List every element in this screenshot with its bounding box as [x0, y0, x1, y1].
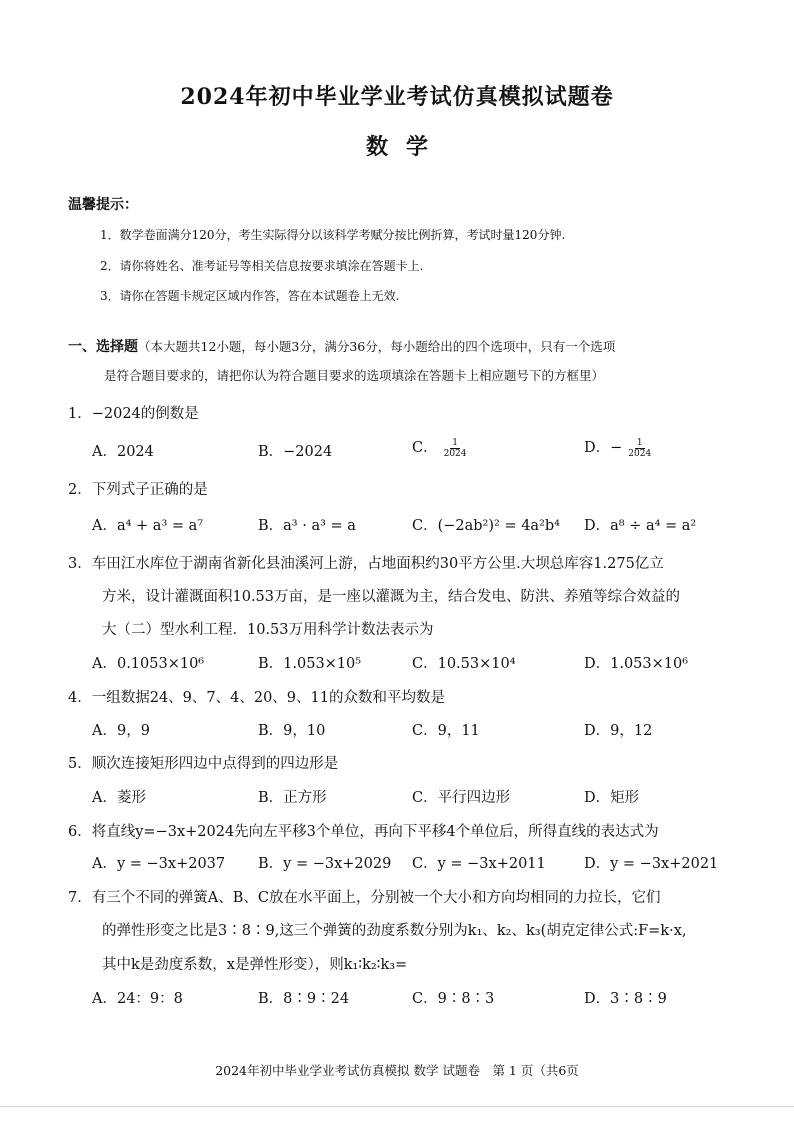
q1-c-numerator: 1 [452, 437, 458, 448]
q3-option-c: C．10.53×10⁴ [412, 656, 516, 672]
section-note-2: 是符合题目要求的，请把你认为符合题目要求的选项填涂在答题卡上相应题号下的方框里） [104, 368, 605, 383]
q1-option-a: A．2024 [92, 444, 154, 460]
q6-option-d: D．y = −3x+2021 [584, 856, 719, 872]
q1-option-d [584, 436, 651, 459]
q7-option-c: C．9∶8∶3 [412, 991, 495, 1007]
q5-option-d: D．矩形 [584, 790, 640, 806]
section-heading [68, 336, 615, 356]
page-footer: 2024年初中毕业学业考试仿真模拟 数学 试题卷 第 1 页（共6页 [215, 1063, 579, 1078]
q2-option-c: C．(−2ab²)² = 4a²b⁴ [412, 518, 560, 534]
q6-option-a: A．y = −3x+2037 [92, 856, 226, 872]
q3-option-b: B．1.053×10⁵ [258, 656, 362, 672]
q1-option-d-fraction [628, 438, 651, 459]
q3-line-3: 大（二）型水利工程．10.53万用科学计数法表示为 [102, 622, 434, 638]
q1-option-b: B．−2024 [258, 444, 333, 460]
q1-option-c-fraction [444, 438, 467, 459]
q7-option-d: D．3∶8∶9 [584, 991, 667, 1007]
q3-line-2: 方米，设计灌溉面积10.53万亩，是一座以灌溉为主，结合发电、防洪、养殖等综合效益的 [102, 589, 681, 605]
q6-option-b: B．y = −3x+2029 [258, 856, 392, 872]
q2-option-b: B．a³ · a³ = a [258, 518, 356, 534]
page-bottom-divider [0, 1106, 794, 1107]
q7-line-1: 7．有三个不同的弹簧A、B、C放在水平面上，分别被一个大小和方向均相同的力拉长，它们 [68, 890, 661, 906]
q7-line-2: 的弹性形变之比是3∶8∶9,这三个弹簧的劲度系数分别为k₁、k₂、k₃(胡克定律公式:F=k·x, [102, 923, 687, 939]
q2-option-a: A．a⁴ + a³ = a⁷ [92, 518, 204, 534]
tip-item-2: 2．请你将姓名、准考证号等相关信息按要求填涂在答题卡上. [100, 259, 424, 273]
q1-option-c [412, 436, 467, 459]
q2-stem: 2．下列式子正确的是 [68, 482, 208, 498]
q7-option-b: B．8∶9∶24 [258, 991, 350, 1007]
q5-option-a: A．菱形 [92, 790, 146, 806]
page-title: 2024年初中毕业学业考试仿真模拟试题卷 [180, 84, 614, 110]
subject-title: 数学 [365, 134, 446, 160]
q1-stem: 1．−2024的倒数是 [68, 406, 199, 422]
tip-item-3: 3．请你在答题卡规定区域内作答，答在本试题卷上无效. [100, 289, 400, 303]
q4-option-b: B．9，10 [258, 723, 326, 739]
q1-d-denominator: 2024 [628, 448, 652, 459]
q6-stem: 6．将直线y=−3x+2024先向左平移3个单位，再向下平移4个单位后，所得直线的表达式为 [68, 824, 659, 840]
q4-option-d: D．9，12 [584, 723, 653, 739]
q4-option-c: C．9，11 [412, 723, 480, 739]
section-label: 一、选择题 [68, 339, 138, 355]
q6-option-c: C．y = −3x+2011 [412, 856, 546, 872]
q3-option-d: D．1.053×10⁶ [584, 656, 689, 672]
q4-stem: 4．一组数据24、9、7、4、20、9、11的众数和平均数是 [68, 690, 445, 706]
q3-option-a: A．0.1053×10⁶ [92, 656, 205, 672]
tips-heading: 温馨提示： [68, 197, 138, 213]
q1-c-denominator: 2024 [443, 448, 467, 459]
q1-option-d-label: D．− [584, 440, 623, 456]
section-note-1: （本大题共12小题，每小题3分，满分36分，每小题给出的四个选项中，只有一个选项 [138, 339, 616, 354]
q5-stem: 5．顺次连接矩形四边中点得到的四边形是 [68, 756, 339, 772]
q5-option-b: B．正方形 [258, 790, 327, 806]
q4-option-a: A．9，9 [92, 723, 150, 739]
q2-option-d: D．a⁸ ÷ a⁴ = a² [584, 518, 697, 534]
q5-option-c: C．平行四边形 [412, 790, 511, 806]
tip-item-1: 1．数学卷面满分120分，考生实际得分以该科学考赋分按比例折算，考试时量120分钟. [100, 228, 566, 242]
q7-option-a: A．24：9：8 [92, 991, 183, 1007]
q3-line-1: 3．车田江水库位于湖南省新化县油溪河上游，占地面积约30平方公里.大坝总库容1.275亿立 [68, 556, 664, 572]
q1-d-numerator: 1 [636, 437, 643, 448]
q7-line-3: 其中k是劲度系数，x是弹性形变），则k₁∶k₂∶k₃= [102, 957, 408, 973]
q1-option-c-label: C． [412, 440, 438, 456]
